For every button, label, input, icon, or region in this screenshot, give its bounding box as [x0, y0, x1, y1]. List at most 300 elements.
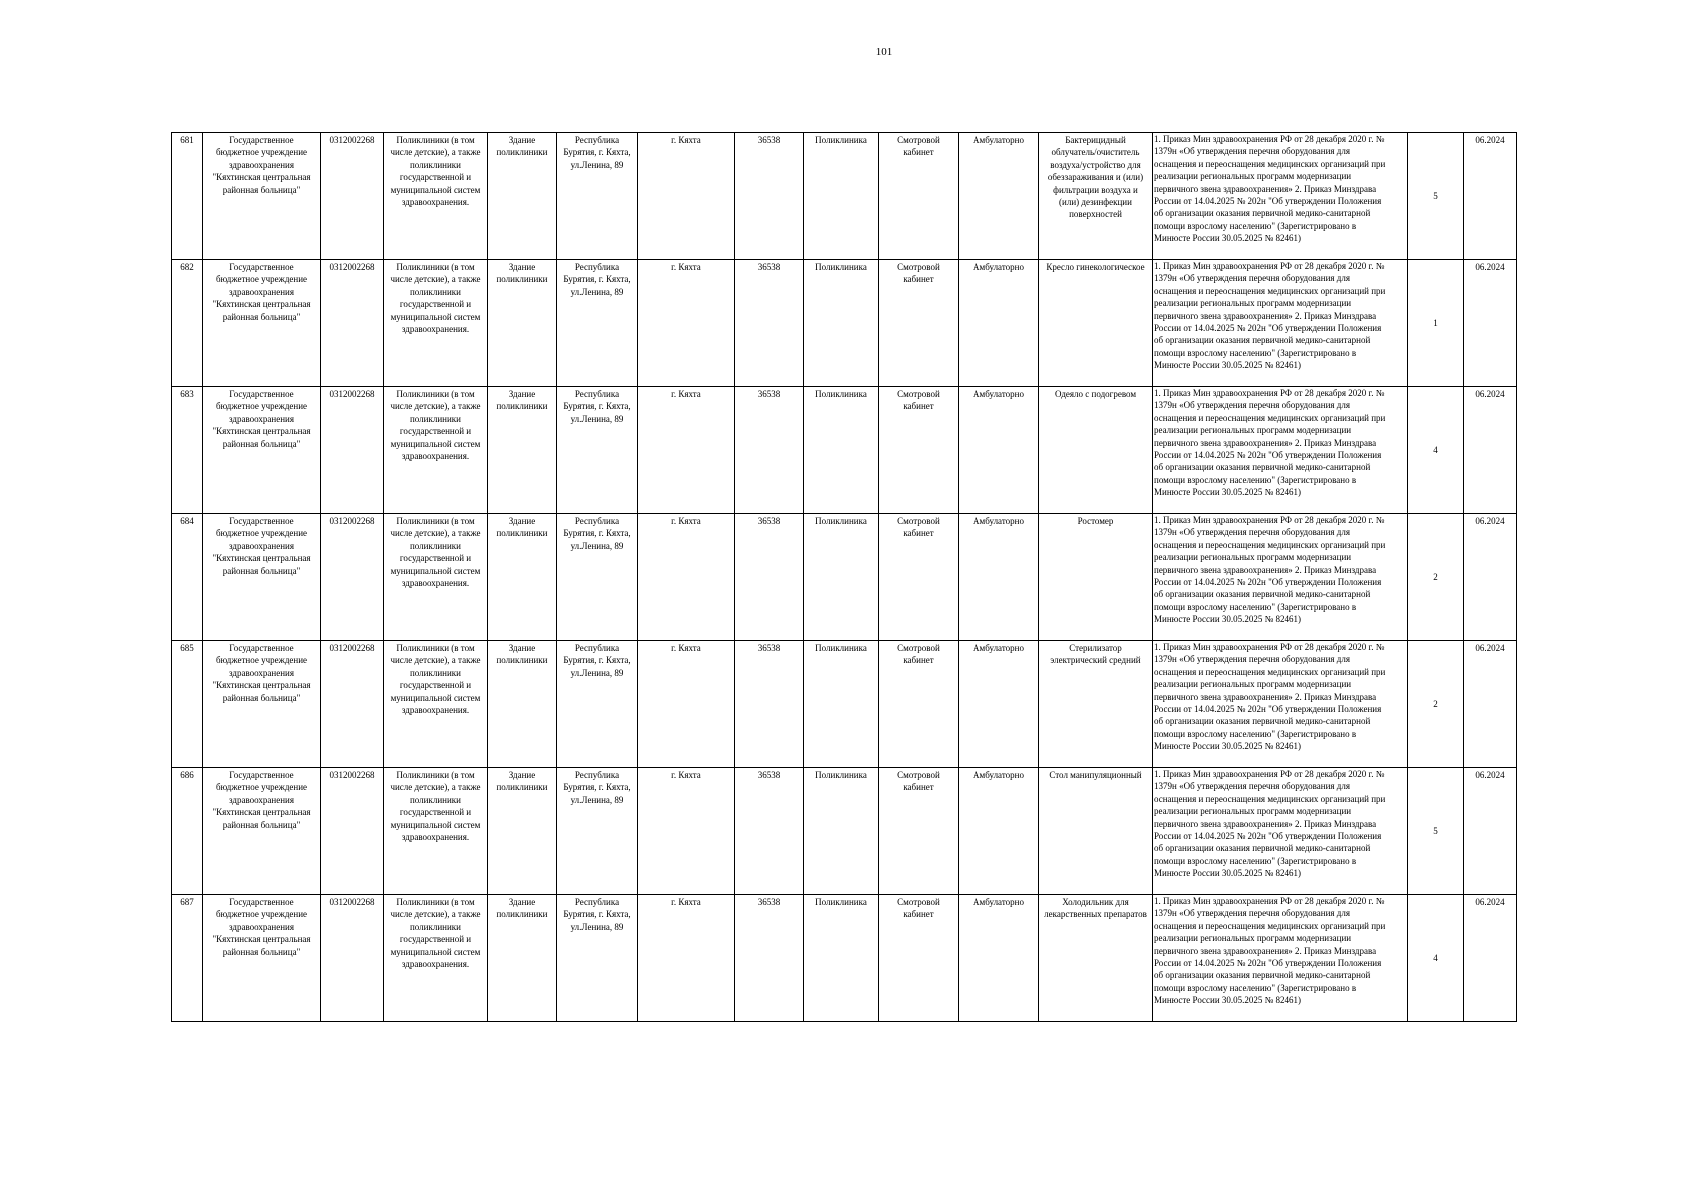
- legal-basis-line: Минюсте России 30.05.2025 № 82461): [1154, 233, 1301, 244]
- address-line: Республика: [574, 262, 620, 272]
- address-line: ул.Ленина, 89: [570, 286, 624, 297]
- legal-basis-line: России от 14.04.2025 № 202н "Об утверждении Положения: [1154, 704, 1382, 715]
- organization-line: районная больница": [222, 565, 301, 576]
- equipment-cell: [1039, 641, 1153, 768]
- equipment-registry-table: [171, 132, 1517, 1022]
- facility-type-cell: [384, 133, 488, 260]
- legal-basis-line: реализации региональных программ модернизации: [1154, 679, 1352, 690]
- room-line: кабинет: [903, 655, 934, 666]
- facility-type-line: числе детские), а также: [390, 909, 481, 920]
- organization-line: бюджетное учреждение: [215, 909, 308, 920]
- equipment-line: Бактерицидный: [1065, 135, 1126, 145]
- address-line: Республика: [574, 897, 620, 907]
- care-form-cell: Амбулаторно: [959, 768, 1039, 895]
- legal-basis-line: 1. Приказ Мин здравоохранения РФ от 28 декабря 2020 г. №: [1154, 134, 1385, 144]
- legal-basis-line: об организации оказания первичной медико-санитарной: [1154, 589, 1371, 600]
- code-cell: 36538: [735, 133, 804, 260]
- department-cell: Поликлиника: [804, 260, 879, 387]
- legal-basis-line: 1379н «Об утверждения перечня оборудования для: [1154, 527, 1350, 538]
- legal-basis-line: об организации оказания первичной медико-санитарной: [1154, 843, 1371, 854]
- legal-basis-line: помощи взрослому населению" (Зарегистрировано в: [1154, 855, 1357, 866]
- facility-type-line: Поликлиники (в том: [396, 770, 475, 780]
- legal-basis-line: России от 14.04.2025 № 202н "Об утверждении Положения: [1154, 577, 1382, 588]
- facility-type-line: государственной и: [399, 426, 472, 437]
- organization-line: "Кяхтинская центральная: [212, 299, 311, 310]
- equipment-line: Стол манипуляционный: [1049, 770, 1142, 780]
- department-cell: Поликлиника: [804, 768, 879, 895]
- equipment-line: (или) дезинфекции: [1059, 197, 1132, 208]
- organization-line: районная больница": [222, 819, 301, 830]
- equipment-cell: [1039, 768, 1153, 895]
- facility-type-line: муниципальной систем: [390, 692, 481, 703]
- legal-basis-line: 1379н «Об утверждения перечня оборудования для: [1154, 654, 1350, 665]
- date-cell: 06.2024: [1464, 641, 1517, 768]
- legal-basis-line: помощи взрослому населению" (Зарегистрировано в: [1154, 982, 1357, 993]
- building-cell: [488, 387, 557, 514]
- equipment-line: лекарственных препаратов: [1044, 909, 1147, 920]
- room-line: Смотровой: [897, 897, 940, 907]
- code-cell: 36538: [735, 514, 804, 641]
- department-cell: Поликлиника: [804, 133, 879, 260]
- legal-basis-line: реализации региональных программ модернизации: [1154, 806, 1352, 817]
- legal-basis-line: России от 14.04.2025 № 202н "Об утверждении Положения: [1154, 958, 1382, 969]
- address-line: ул.Ленина, 89: [570, 540, 624, 551]
- legal-basis-line: Минюсте России 30.05.2025 № 82461): [1154, 614, 1301, 625]
- organization-cell: [203, 895, 321, 1022]
- organization-line: "Кяхтинская центральная: [212, 807, 311, 818]
- organization-line: районная больница": [222, 438, 301, 449]
- legal-basis-line: первичного звена здравоохранения» 2. Приказ Минздрава: [1154, 945, 1377, 956]
- care-form-cell: Амбулаторно: [959, 387, 1039, 514]
- legal-basis-cell: [1153, 768, 1408, 895]
- equipment-cell: [1039, 260, 1153, 387]
- room-cell: [879, 895, 959, 1022]
- legal-basis-line: оснащения и переоснащения медицинских организаций при: [1154, 920, 1386, 931]
- room-line: кабинет: [903, 147, 934, 158]
- address-cell: [557, 514, 638, 641]
- legal-basis-line: помощи взрослому населению" (Зарегистрировано в: [1154, 728, 1357, 739]
- quantity-cell: 2: [1408, 514, 1464, 641]
- address-line: Бурятия, г. Кяхта,: [563, 909, 631, 920]
- room-cell: [879, 387, 959, 514]
- room-line: Смотровой: [897, 262, 940, 272]
- building-line: Здание: [508, 389, 536, 399]
- room-line: Смотровой: [897, 643, 940, 653]
- building-cell: [488, 133, 557, 260]
- legal-basis-line: помощи взрослому населению" (Зарегистрировано в: [1154, 347, 1357, 358]
- building-line: Здание: [508, 516, 536, 526]
- equipment-line: Кресло гинекологическое: [1046, 262, 1145, 272]
- registry-body: [172, 133, 1517, 1022]
- legal-basis-line: оснащения и переоснащения медицинских организаций при: [1154, 539, 1386, 550]
- organization-line: здравоохранения: [228, 286, 294, 297]
- row-number-cell: 685: [172, 641, 203, 768]
- legal-basis-line: Минюсте России 30.05.2025 № 82461): [1154, 360, 1301, 371]
- inn-cell: 0312002268: [321, 641, 384, 768]
- legal-basis-line: 1379н «Об утверждения перечня оборудования для: [1154, 146, 1350, 157]
- legal-basis-line: Минюсте России 30.05.2025 № 82461): [1154, 487, 1301, 498]
- legal-basis-line: реализации региональных программ модернизации: [1154, 933, 1352, 944]
- facility-type-line: поликлиники: [409, 794, 461, 805]
- room-line: Смотровой: [897, 389, 940, 399]
- address-cell: [557, 641, 638, 768]
- table-row: [172, 387, 1517, 514]
- code-cell: 36538: [735, 768, 804, 895]
- legal-basis-line: России от 14.04.2025 № 202н "Об утверждении Положения: [1154, 323, 1382, 334]
- care-form-cell: Амбулаторно: [959, 641, 1039, 768]
- organization-line: "Кяхтинская центральная: [212, 172, 311, 183]
- building-cell: [488, 895, 557, 1022]
- address-line: Бурятия, г. Кяхта,: [563, 401, 631, 412]
- address-line: ул.Ленина, 89: [570, 159, 624, 170]
- address-line: Бурятия, г. Кяхта,: [563, 782, 631, 793]
- facility-type-line: здравоохранения.: [401, 197, 470, 208]
- organization-line: "Кяхтинская центральная: [212, 680, 311, 691]
- equipment-line: Одеяло с подогревом: [1054, 389, 1137, 399]
- legal-basis-line: об организации оказания первичной медико-санитарной: [1154, 462, 1371, 473]
- organization-line: районная больница": [222, 692, 301, 703]
- facility-type-line: Поликлиники (в том: [396, 135, 475, 145]
- room-cell: [879, 641, 959, 768]
- table-row: [172, 641, 1517, 768]
- facility-type-line: здравоохранения.: [401, 705, 470, 716]
- address-line: Бурятия, г. Кяхта,: [563, 528, 631, 539]
- room-cell: [879, 514, 959, 641]
- date-cell: 06.2024: [1464, 895, 1517, 1022]
- facility-type-cell: [384, 768, 488, 895]
- row-number-cell: 684: [172, 514, 203, 641]
- legal-basis-line: 1. Приказ Мин здравоохранения РФ от 28 декабря 2020 г. №: [1154, 642, 1385, 652]
- facility-type-line: числе детские), а также: [390, 655, 481, 666]
- building-line: поликлиники: [496, 401, 548, 412]
- building-cell: [488, 260, 557, 387]
- organization-line: районная больница": [222, 946, 301, 957]
- legal-basis-line: первичного звена здравоохранения» 2. Приказ Минздрава: [1154, 310, 1377, 321]
- care-form-cell: Амбулаторно: [959, 895, 1039, 1022]
- building-cell: [488, 641, 557, 768]
- legal-basis-line: 1. Приказ Мин здравоохранения РФ от 28 декабря 2020 г. №: [1154, 515, 1385, 525]
- legal-basis-line: реализации региональных программ модернизации: [1154, 171, 1352, 182]
- address-line: Бурятия, г. Кяхта,: [563, 655, 631, 666]
- legal-basis-line: об организации оказания первичной медико-санитарной: [1154, 208, 1371, 219]
- building-line: Здание: [508, 770, 536, 780]
- city-cell: г. Кяхта: [638, 514, 735, 641]
- facility-type-cell: [384, 895, 488, 1022]
- address-line: Республика: [574, 389, 620, 399]
- facility-type-line: муниципальной систем: [390, 819, 481, 830]
- code-cell: 36538: [735, 641, 804, 768]
- facility-type-line: здравоохранения.: [401, 832, 470, 843]
- address-line: ул.Ленина, 89: [570, 794, 624, 805]
- city-cell: г. Кяхта: [638, 260, 735, 387]
- organization-line: Государственное: [229, 389, 294, 399]
- legal-basis-line: оснащения и переоснащения медицинских организаций при: [1154, 666, 1386, 677]
- facility-type-line: муниципальной систем: [390, 184, 481, 195]
- organization-line: бюджетное учреждение: [215, 147, 308, 158]
- city-cell: г. Кяхта: [638, 133, 735, 260]
- building-line: Здание: [508, 262, 536, 272]
- organization-line: бюджетное учреждение: [215, 655, 308, 666]
- legal-basis-cell: [1153, 514, 1408, 641]
- row-number-cell: 683: [172, 387, 203, 514]
- inn-cell: 0312002268: [321, 895, 384, 1022]
- facility-type-line: Поликлиники (в том: [396, 389, 475, 399]
- organization-line: бюджетное учреждение: [215, 274, 308, 285]
- facility-type-line: числе детские), а также: [390, 782, 481, 793]
- organization-line: бюджетное учреждение: [215, 782, 308, 793]
- organization-line: "Кяхтинская центральная: [212, 553, 311, 564]
- equipment-cell: [1039, 895, 1153, 1022]
- address-line: Республика: [574, 770, 620, 780]
- organization-line: Государственное: [229, 262, 294, 272]
- organization-line: бюджетное учреждение: [215, 528, 308, 539]
- legal-basis-line: реализации региональных программ модернизации: [1154, 425, 1352, 436]
- room-cell: [879, 260, 959, 387]
- building-line: поликлиники: [496, 274, 548, 285]
- room-cell: [879, 133, 959, 260]
- city-cell: г. Кяхта: [638, 768, 735, 895]
- address-line: Республика: [574, 643, 620, 653]
- code-cell: 36538: [735, 260, 804, 387]
- code-cell: 36538: [735, 387, 804, 514]
- organization-line: "Кяхтинская центральная: [212, 426, 311, 437]
- department-cell: Поликлиника: [804, 641, 879, 768]
- address-cell: [557, 895, 638, 1022]
- legal-basis-line: России от 14.04.2025 № 202н "Об утверждении Положения: [1154, 196, 1382, 207]
- legal-basis-line: реализации региональных программ модернизации: [1154, 298, 1352, 309]
- equipment-line: Ростомер: [1077, 516, 1114, 526]
- facility-type-line: числе детские), а также: [390, 401, 481, 412]
- legal-basis-line: первичного звена здравоохранения» 2. Приказ Минздрава: [1154, 691, 1377, 702]
- legal-basis-line: помощи взрослому населению" (Зарегистрировано в: [1154, 601, 1357, 612]
- address-line: ул.Ленина, 89: [570, 667, 624, 678]
- organization-cell: [203, 768, 321, 895]
- quantity-cell: 2: [1408, 641, 1464, 768]
- equipment-line: воздуха/устройство для: [1050, 159, 1141, 170]
- legal-basis-line: первичного звена здравоохранения» 2. Приказ Минздрава: [1154, 818, 1377, 829]
- organization-line: здравоохранения: [228, 159, 294, 170]
- legal-basis-line: 1379н «Об утверждения перечня оборудования для: [1154, 781, 1350, 792]
- legal-basis-line: помощи взрослому населению" (Зарегистрировано в: [1154, 220, 1357, 231]
- date-cell: 06.2024: [1464, 514, 1517, 641]
- table-row: [172, 768, 1517, 895]
- facility-type-line: государственной и: [399, 807, 472, 818]
- inn-cell: 0312002268: [321, 260, 384, 387]
- room-line: кабинет: [903, 782, 934, 793]
- organization-line: здравоохранения: [228, 921, 294, 932]
- legal-basis-line: 1379н «Об утверждения перечня оборудования для: [1154, 908, 1350, 919]
- facility-type-line: поликлиники: [409, 921, 461, 932]
- organization-line: Государственное: [229, 770, 294, 780]
- facility-type-line: государственной и: [399, 172, 472, 183]
- facility-type-line: числе детские), а также: [390, 147, 481, 158]
- row-number-cell: 687: [172, 895, 203, 1022]
- city-cell: г. Кяхта: [638, 895, 735, 1022]
- legal-basis-line: первичного звена здравоохранения» 2. Приказ Минздрава: [1154, 564, 1377, 575]
- legal-basis-line: Минюсте России 30.05.2025 № 82461): [1154, 868, 1301, 879]
- address-cell: [557, 387, 638, 514]
- building-line: поликлиники: [496, 528, 548, 539]
- organization-cell: [203, 387, 321, 514]
- legal-basis-cell: [1153, 133, 1408, 260]
- legal-basis-line: первичного звена здравоохранения» 2. Приказ Минздрава: [1154, 437, 1377, 448]
- row-number-cell: 682: [172, 260, 203, 387]
- facility-type-line: государственной и: [399, 934, 472, 945]
- legal-basis-line: 1379н «Об утверждения перечня оборудования для: [1154, 273, 1350, 284]
- building-line: поликлиники: [496, 782, 548, 793]
- facility-type-cell: [384, 641, 488, 768]
- equipment-line: фильтрации воздуха и: [1053, 184, 1138, 195]
- organization-line: бюджетное учреждение: [215, 401, 308, 412]
- facility-type-line: муниципальной систем: [390, 946, 481, 957]
- table-row: [172, 514, 1517, 641]
- room-line: Смотровой: [897, 516, 940, 526]
- quantity-cell: 5: [1408, 133, 1464, 260]
- organization-line: здравоохранения: [228, 667, 294, 678]
- quantity-cell: 4: [1408, 387, 1464, 514]
- facility-type-line: Поликлиники (в том: [396, 516, 475, 526]
- address-cell: [557, 260, 638, 387]
- legal-basis-cell: [1153, 260, 1408, 387]
- facility-type-cell: [384, 514, 488, 641]
- quantity-cell: 5: [1408, 768, 1464, 895]
- organization-cell: [203, 133, 321, 260]
- equipment-line: Холодильник для: [1062, 897, 1129, 907]
- room-line: Смотровой: [897, 770, 940, 780]
- inn-cell: 0312002268: [321, 387, 384, 514]
- legal-basis-line: об организации оказания первичной медико-санитарной: [1154, 335, 1371, 346]
- facility-type-line: поликлиники: [409, 286, 461, 297]
- facility-type-line: здравоохранения.: [401, 578, 470, 589]
- organization-line: Государственное: [229, 643, 294, 653]
- facility-type-line: здравоохранения.: [401, 959, 470, 970]
- legal-basis-line: помощи взрослому населению" (Зарегистрировано в: [1154, 474, 1357, 485]
- organization-line: "Кяхтинская центральная: [212, 934, 311, 945]
- legal-basis-line: 1379н «Об утверждения перечня оборудования для: [1154, 400, 1350, 411]
- department-cell: Поликлиника: [804, 387, 879, 514]
- organization-line: районная больница": [222, 184, 301, 195]
- room-line: кабинет: [903, 909, 934, 920]
- equipment-line: обеззараживания и (или): [1047, 172, 1144, 183]
- quantity-cell: 1: [1408, 260, 1464, 387]
- address-line: Республика: [574, 135, 620, 145]
- equipment-line: Стерилизатор: [1069, 643, 1122, 653]
- inn-cell: 0312002268: [321, 133, 384, 260]
- code-cell: 36538: [735, 895, 804, 1022]
- equipment-line: электрический средний: [1050, 655, 1141, 666]
- organization-cell: [203, 514, 321, 641]
- legal-basis-cell: [1153, 895, 1408, 1022]
- legal-basis-line: оснащения и переоснащения медицинских организаций при: [1154, 793, 1386, 804]
- city-cell: г. Кяхта: [638, 641, 735, 768]
- facility-type-cell: [384, 260, 488, 387]
- organization-line: районная больница": [222, 311, 301, 322]
- facility-type-line: муниципальной систем: [390, 565, 481, 576]
- facility-type-line: поликлиники: [409, 540, 461, 551]
- room-line: кабинет: [903, 401, 934, 412]
- equipment-cell: [1039, 514, 1153, 641]
- date-cell: 06.2024: [1464, 768, 1517, 895]
- address-line: Бурятия, г. Кяхта,: [563, 274, 631, 285]
- facility-type-line: здравоохранения.: [401, 451, 470, 462]
- legal-basis-cell: [1153, 641, 1408, 768]
- legal-basis-line: оснащения и переоснащения медицинских организаций при: [1154, 158, 1386, 169]
- legal-basis-line: Минюсте России 30.05.2025 № 82461): [1154, 995, 1301, 1006]
- facility-type-line: государственной и: [399, 680, 472, 691]
- facility-type-line: здравоохранения.: [401, 324, 470, 335]
- facility-type-line: государственной и: [399, 553, 472, 564]
- address-line: Бурятия, г. Кяхта,: [563, 147, 631, 158]
- equipment-line: облучатель/очиститель: [1051, 147, 1140, 158]
- room-line: кабинет: [903, 274, 934, 285]
- legal-basis-line: реализации региональных программ модернизации: [1154, 552, 1352, 563]
- organization-line: Государственное: [229, 516, 294, 526]
- facility-type-line: Поликлиники (в том: [396, 643, 475, 653]
- table-row: [172, 133, 1517, 260]
- building-line: поликлиники: [496, 655, 548, 666]
- room-cell: [879, 768, 959, 895]
- legal-basis-line: 1. Приказ Мин здравоохранения РФ от 28 декабря 2020 г. №: [1154, 769, 1385, 779]
- building-line: поликлиники: [496, 147, 548, 158]
- building-cell: [488, 768, 557, 895]
- address-line: Республика: [574, 516, 620, 526]
- legal-basis-line: об организации оказания первичной медико-санитарной: [1154, 716, 1371, 727]
- legal-basis-line: России от 14.04.2025 № 202н "Об утверждении Положения: [1154, 450, 1382, 461]
- organization-line: здравоохранения: [228, 413, 294, 424]
- legal-basis-line: оснащения и переоснащения медицинских организаций при: [1154, 285, 1386, 296]
- row-number-cell: 681: [172, 133, 203, 260]
- organization-cell: [203, 260, 321, 387]
- table-row: [172, 260, 1517, 387]
- legal-basis-line: оснащения и переоснащения медицинских организаций при: [1154, 412, 1386, 423]
- organization-line: Государственное: [229, 135, 294, 145]
- equipment-cell: [1039, 133, 1153, 260]
- facility-type-line: числе детские), а также: [390, 274, 481, 285]
- room-line: кабинет: [903, 528, 934, 539]
- facility-type-line: числе детские), а также: [390, 528, 481, 539]
- building-line: Здание: [508, 643, 536, 653]
- facility-type-line: муниципальной систем: [390, 438, 481, 449]
- facility-type-line: поликлиники: [409, 667, 461, 678]
- city-cell: г. Кяхта: [638, 387, 735, 514]
- legal-basis-line: об организации оказания первичной медико-санитарной: [1154, 970, 1371, 981]
- legal-basis-line: 1. Приказ Мин здравоохранения РФ от 28 декабря 2020 г. №: [1154, 261, 1385, 271]
- care-form-cell: Амбулаторно: [959, 260, 1039, 387]
- building-line: поликлиники: [496, 909, 548, 920]
- room-line: Смотровой: [897, 135, 940, 145]
- facility-type-line: поликлиники: [409, 413, 461, 424]
- legal-basis-line: 1. Приказ Мин здравоохранения РФ от 28 декабря 2020 г. №: [1154, 388, 1385, 398]
- facility-type-line: поликлиники: [409, 159, 461, 170]
- care-form-cell: Амбулаторно: [959, 514, 1039, 641]
- department-cell: Поликлиника: [804, 514, 879, 641]
- building-cell: [488, 514, 557, 641]
- facility-type-line: государственной и: [399, 299, 472, 310]
- facility-type-line: муниципальной систем: [390, 311, 481, 322]
- facility-type-line: Поликлиники (в том: [396, 897, 475, 907]
- department-cell: Поликлиника: [804, 895, 879, 1022]
- row-number-cell: 686: [172, 768, 203, 895]
- facility-type-cell: [384, 387, 488, 514]
- inn-cell: 0312002268: [321, 768, 384, 895]
- address-cell: [557, 133, 638, 260]
- date-cell: 06.2024: [1464, 133, 1517, 260]
- legal-basis-line: России от 14.04.2025 № 202н "Об утверждении Положения: [1154, 831, 1382, 842]
- date-cell: 06.2024: [1464, 387, 1517, 514]
- organization-line: здравоохранения: [228, 794, 294, 805]
- legal-basis-cell: [1153, 387, 1408, 514]
- equipment-cell: [1039, 387, 1153, 514]
